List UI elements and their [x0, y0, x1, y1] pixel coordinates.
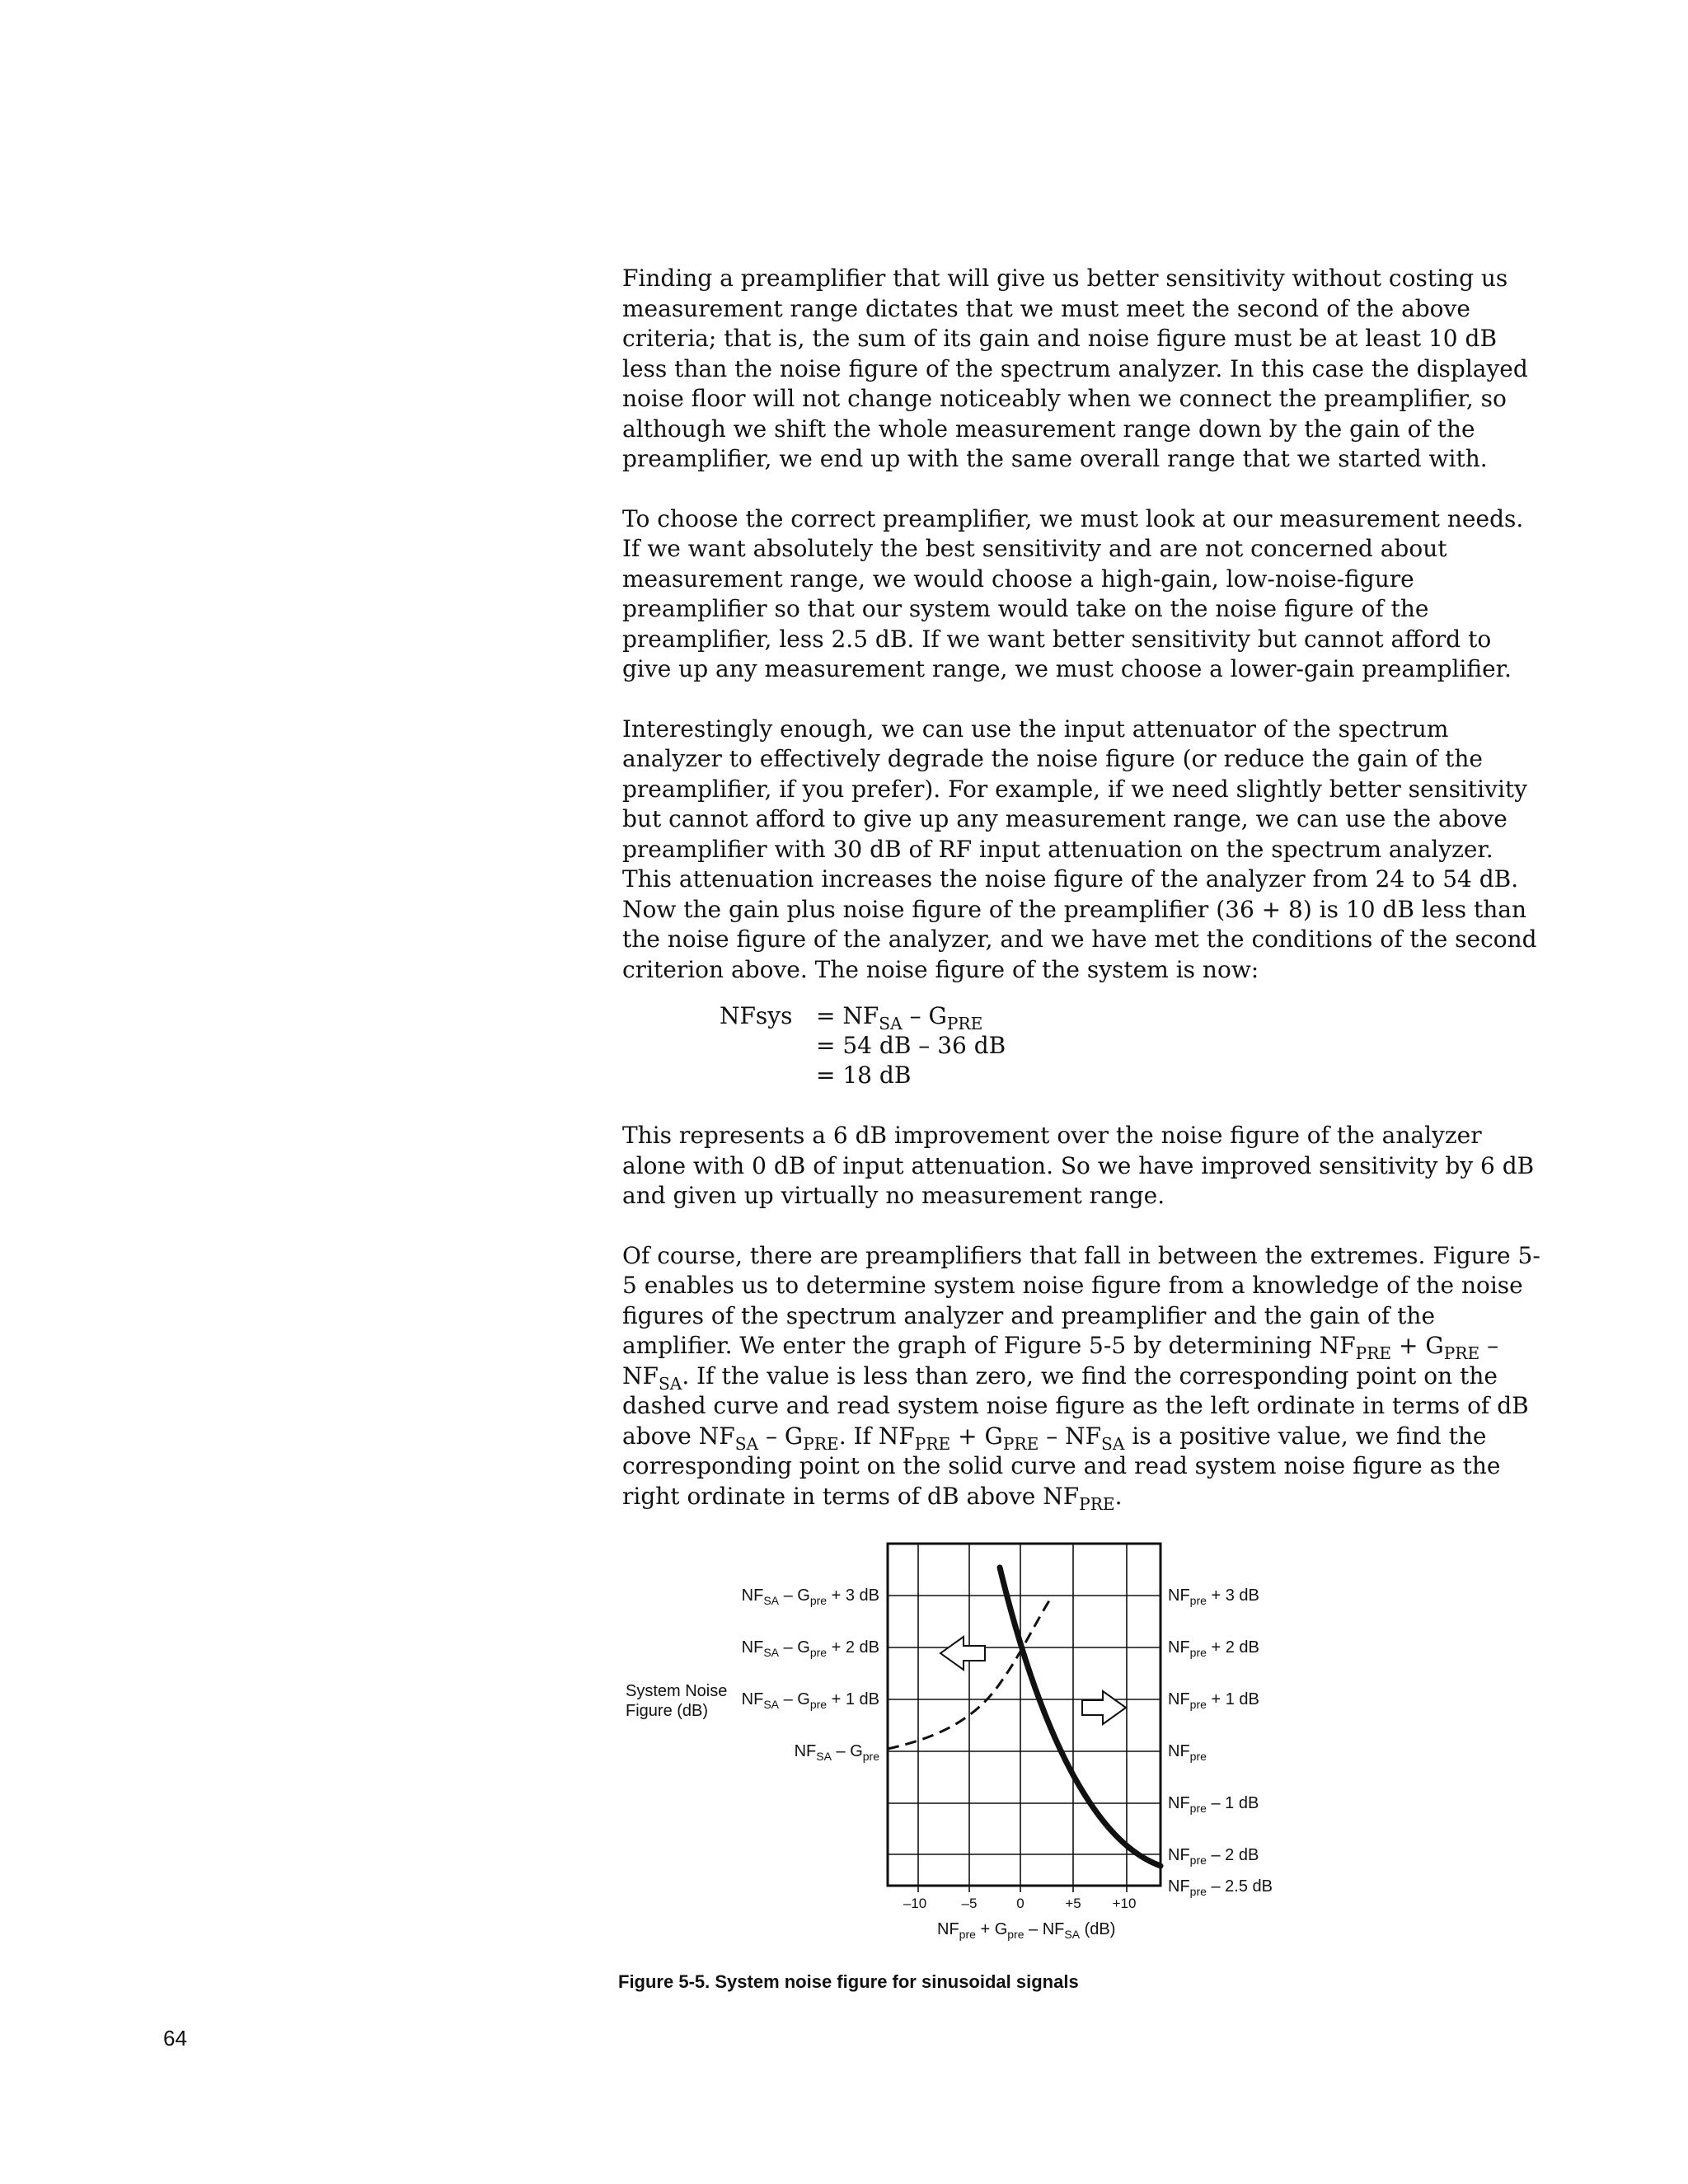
left-label-base: $NF_{SA} - G_{pre}$: [794, 1742, 879, 1763]
paragraph-3: Interestingly enough, we can use the input attenuator of the spectrum analyzer to effectively degrade the noise figure (or reduce the gain of the preamplifier, if you prefer). For example, if we need slightly better sensitivity but cannot afford to give up any measurement range, we can use the above preamplifier with 30 dB of RF input attenuation on the spectrum analyzer. This attenuation increases the noise figure of the analyzer from 24 to 54 dB. Now the gain plus noise figure of the preamplifier (36 + 8) is 10 dB less than the noise figure of the analyzer, and we have met the conditions of the second criterion above. The noise figure of the system is now:: [622, 715, 1537, 983]
paragraph-1: Finding a preamplifier that will give us better sensitivity without costing us measurement range dictates that we must meet the second of the above criteria; that is, the sum of its gain and noise figure must be at least 10 dB less than the noise figure of the spectrum analyzer. In this case the displayed noise floor will not change noticeably when we connect the preamplifier, so although we shift the whole measurement range down by the gain of the preamplifier, we end up with the same overall range that we started with.: [622, 265, 1528, 472]
equation-line-2: = 54 dB – 36 dB: [816, 1032, 1006, 1059]
y-axis-title: System Noise Figure (dB): [626, 1682, 728, 1720]
right-label-plus-2: $NF_{pre} + 2$ dB: [1168, 1638, 1259, 1659]
right-label-minus-2-5: $NF_{pre} - 2.5$ dB: [1168, 1877, 1273, 1898]
page-number: 64: [163, 2026, 187, 2050]
x-axis-title: $NF_{pre} + G_{pre} - NF_{SA}$ (dB): [937, 1920, 1116, 1941]
right-label-minus-1: $NF_{pre} - 1$ dB: [1168, 1794, 1259, 1815]
x-tick-label: +10: [1112, 1896, 1137, 1911]
right-label-plus-1: $NF_{pre} + 1$ dB: [1168, 1690, 1259, 1711]
x-tick-label: 0: [1016, 1896, 1025, 1911]
left-arrow-icon: [940, 1637, 985, 1670]
paragraph-2: To choose the correct preamplifier, we must look at our measurement needs. If we want absolutely the best sensitivity and are not concerned about measurement range, we would choose a high-gain, low-noise-figure preamplifier so that our system would take on the noise figure of the preamplifier, less 2.5 dB. If we want better sensitivity but cannot afford to give up any measurement range, we must choose a lower-gain preamplifier.: [622, 504, 1524, 682]
equation-line-3: = 18 dB: [816, 1062, 912, 1089]
right-label-minus-2: $NF_{pre} - 2$ dB: [1168, 1846, 1259, 1867]
right-arrow-icon: [1082, 1691, 1126, 1724]
left-label-plus-2: $NF_{SA} - G_{pre} + 2$ dB: [741, 1638, 879, 1659]
horizontal-gridlines: [888, 1596, 1160, 1854]
equation-line-1: = $NF_{SA} - G_{PRE}$: [816, 1002, 983, 1034]
x-tick-label: +5: [1065, 1896, 1081, 1911]
equation-lhs: NFsys: [720, 1002, 793, 1029]
right-label-plus-3: $NF_{pre} + 3$ dB: [1168, 1586, 1259, 1607]
solid-curve: [1000, 1568, 1160, 1866]
left-label-plus-1: $NF_{SA} - G_{pre} + 1$ dB: [741, 1690, 879, 1711]
paragraph-4: This represents a 6 dB improvement over the noise figure of the analyzer alone with 0 dB of input attenuation. So we have improved sensitivity by 6 dB and given up virtually no measurement range.: [622, 1122, 1535, 1209]
x-tick-label: –10: [903, 1896, 927, 1911]
x-tick-label: –5: [961, 1896, 978, 1911]
figure-caption: Figure 5-5. System noise figure for sinusoidal signals: [618, 1971, 1079, 1992]
paragraph-5: Of course, there are preamplifiers that fall in between the extremes. Figure 5-5 enables us to determine system noise figure from a knowledge of the noise figures of the spectrum analyzer and preamplifier and the gain of the amplifier. We enter the graph of Figure 5-5 by determining $NF_{PRE} + G_{PRE} - NF_{SA}$. If the value is less than zero, we find the corresponding point on the dashed curve and read system noise figure as the left ordinate in terms of dB above $NF_{SA} - G_{PRE}$. If $NF_{PRE} + G_{PRE} - NF_{SA}$ is a positive value, we find the corresponding point on the solid curve and read system noise figure as the right ordinate in terms of dB above $NF_{PRE}$.: [622, 1241, 1540, 1514]
right-label-base: $NF_{pre}$: [1168, 1742, 1207, 1763]
left-label-plus-3: $NF_{SA} - G_{pre} + 3$ dB: [741, 1586, 879, 1607]
